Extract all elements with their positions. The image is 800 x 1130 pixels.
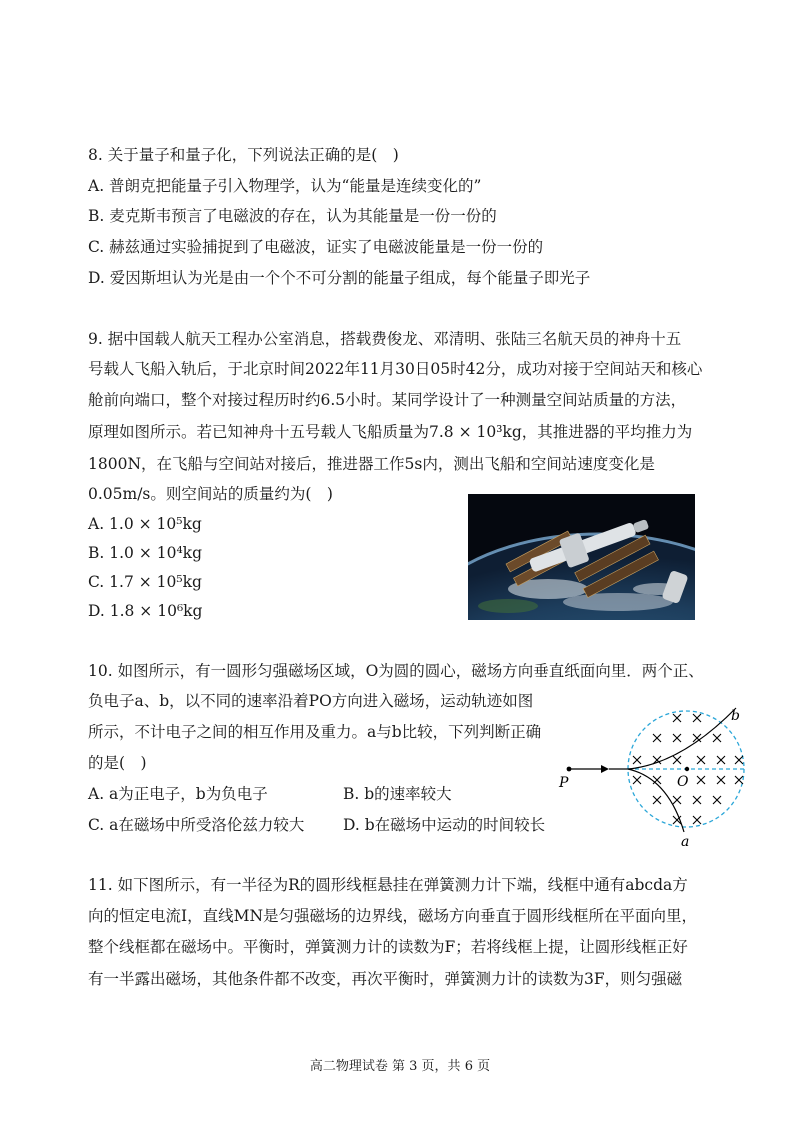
- q9-line-3: 舱前向端口，整个对接过程历时约6.5小时。某同学设计了一种测量空间站质量的方法，: [88, 391, 687, 409]
- q8-option-b: B. 麦克斯韦预言了电磁波的存在，认为其能量是一份一份的: [88, 207, 497, 225]
- q9-line-2: 号载人飞船入轨后，于北京时间2022年11月30日05时42分，成功对接于空间站天和核心: [88, 360, 703, 378]
- arrow-icon: [601, 765, 609, 773]
- q9-option-a: A. 1.0 × 10⁵kg: [88, 515, 202, 533]
- label-p: P: [559, 775, 569, 791]
- label-b: b: [731, 708, 740, 724]
- q10-line-4: 的是( ): [88, 754, 147, 772]
- q9-option-b: B. 1.0 × 10⁴kg: [88, 544, 202, 562]
- q10-option-c: C. a在磁场中所受洛伦兹力较大: [88, 816, 305, 834]
- q9-option-c: C. 1.7 × 10⁵kg: [88, 573, 202, 591]
- q11-line-1: 11. 如下图所示，有一半径为R的圆形线框悬挂在弹簧测力计下端，线框中通有abcda方: [88, 876, 688, 894]
- label-a: a: [681, 834, 690, 850]
- q8-option-c: C. 赫兹通过实验捕捉到了电磁波，证实了电磁波能量是一份一份的: [88, 238, 544, 256]
- q8-option-a: A. 普朗克把能量子引入物理学，认为“能量是连续变化的”: [88, 177, 482, 195]
- q9-line-5: 1800N，在飞船与空间站对接后，推进器工作5s内，测出飞船和空间站速度变化是: [88, 455, 655, 473]
- point-p-dot: [567, 767, 572, 772]
- q11-line-3: 整个线框都在磁场中。平衡时，弹簧测力计的读数为F；若将线框上提，让圆形线框正好: [88, 938, 688, 956]
- label-o: O: [677, 774, 689, 790]
- page-footer: 高二物理试卷 第 3 页，共 6 页: [309, 1059, 491, 1074]
- q9-line-1: 9. 据中国载人航天工程办公室消息，搭载费俊龙、邓清明、张陆三名航天员的神舟十五: [88, 330, 682, 348]
- q11-line-4: 有一半露出磁场，其他条件都不改变，再次平衡时，弹簧测力计的读数为3F，则匀强磁: [88, 970, 683, 988]
- magnetic-field-diagram: [556, 700, 766, 850]
- q9-option-d: D. 1.8 × 10⁶kg: [88, 602, 203, 620]
- q10-line-2: 负电子a、b，以不同的速率沿着PO方向进入磁场，运动轨迹如图: [88, 692, 534, 710]
- space-station-photo: [468, 494, 695, 620]
- q10-line-3: 所示，不计电子之间的相互作用及重力。a与b比较，下列判断正确: [88, 723, 542, 741]
- center-o-dot: [685, 767, 689, 771]
- q8-stem: 8. 关于量子和量子化，下列说法正确的是( ): [88, 146, 399, 164]
- q8-option-d: D. 爱因斯坦认为光是由一个个不可分割的能量子组成，每个能量子即光子: [88, 269, 591, 287]
- q10-option-d: D. b在磁场中运动的时间较长: [343, 816, 546, 834]
- q10-option-a: A. a为正电子，b为负电子: [88, 785, 268, 803]
- q10-line-1: 10. 如图所示，有一圆形匀强磁场区域，O为圆的圆心，磁场方向垂直纸面向里．两个正、: [88, 662, 704, 680]
- q11-line-2: 向的恒定电流I，直线MN是匀强磁场的边界线，磁场方向垂直于圆形线框所在平面向里，: [88, 907, 698, 925]
- trajectory-b: [628, 708, 736, 769]
- q10-option-b: B. b的速率较大: [343, 785, 452, 803]
- q9-line-6: 0.05m/s。则空间站的质量约为( ): [88, 485, 333, 503]
- q9-line-4: 原理如图所示。若已知神舟十五号载人飞船质量为7.8 × 10³kg，其推进器的平均推力为: [88, 423, 693, 441]
